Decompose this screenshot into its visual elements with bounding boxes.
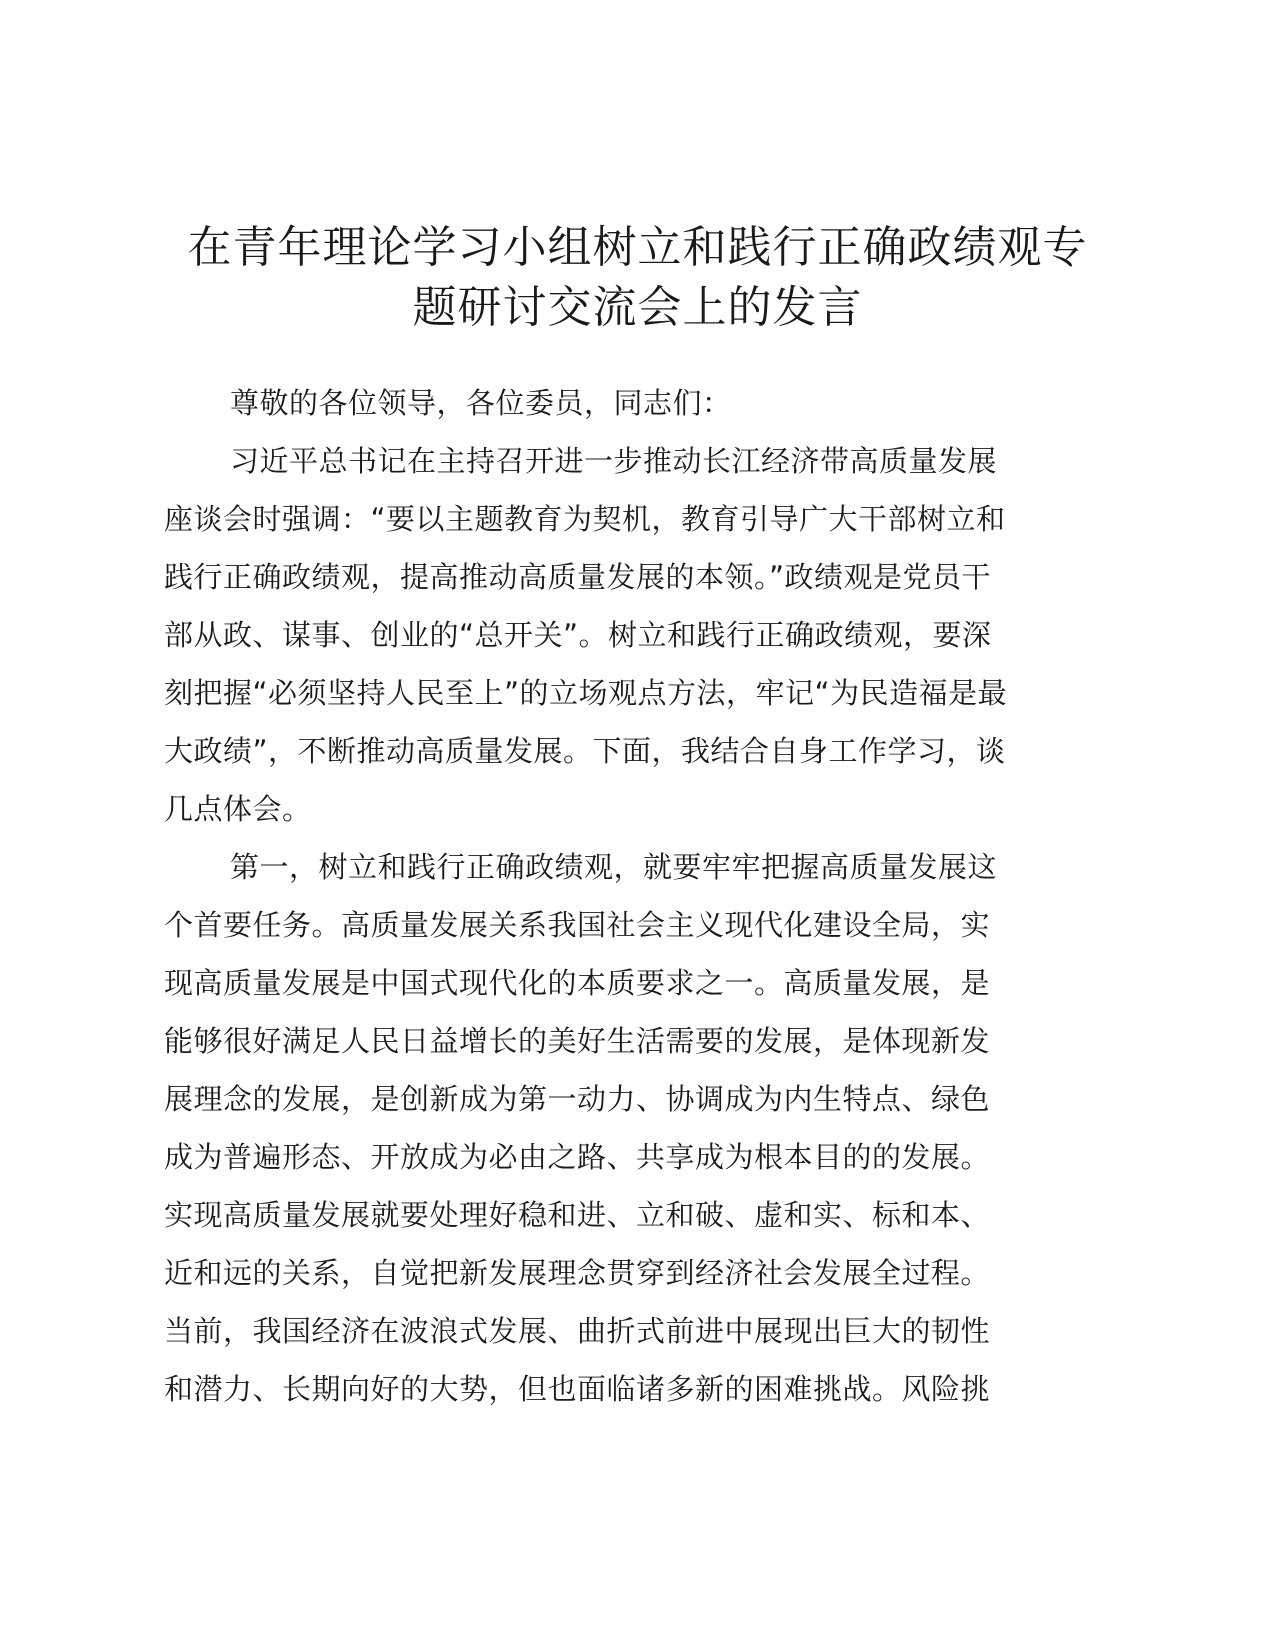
paragraph-line: 习近平总书记在主持召开进一步推动长江经济带高质量发展	[230, 444, 998, 478]
title-line: 题研讨交流会上的发言	[412, 282, 863, 333]
paragraph-line: 展理念的发展，是创新成为第一动力、协调成为内生特点、绿色	[164, 1082, 991, 1116]
paragraph-line: 和潜力、长期向好的大势，但也面临诸多新的困难挑战。风险挑	[164, 1372, 991, 1406]
paragraph-line: 实现高质量发展就要处理好稳和进、立和破、虚和实、标和本、	[164, 1198, 991, 1232]
paragraph-line: 大政绩”，不断推动高质量发展。下面，我结合自身工作学习，谈	[164, 734, 1006, 768]
document-body	[164, 374, 1114, 1418]
salutation: 尊敬的各位领导，各位委员，同志们：	[230, 386, 732, 420]
paragraph-line: 部从政、谋事、创业的“总开关”。树立和践行正确政绩观，要深	[164, 618, 992, 652]
paragraph-line: 成为普遍形态、开放成为必由之路、共享成为根本目的的发展。	[164, 1140, 991, 1174]
paragraph-line: 近和远的关系，自觉把新发展理念贯穿到经济社会发展全过程。	[164, 1256, 991, 1290]
paragraph-line: 座谈会时强调：“要以主题教育为契机，教育引导广大干部树立和	[164, 502, 1006, 536]
document-title	[150, 218, 1125, 338]
paragraph-line: 第一，树立和践行正确政绩观，就要牢牢把握高质量发展这	[230, 850, 998, 884]
paragraph-line: 几点体会。	[164, 792, 312, 826]
paragraph-line: 个首要任务。高质量发展关系我国社会主义现代化建设全局，实	[164, 908, 991, 942]
paragraph-line: 刻把握“必须坚持人民至上”的立场观点方法，牢记“为民造福是最	[164, 676, 1008, 710]
paragraph-line: 当前，我国经济在波浪式发展、曲折式前进中展现出巨大的韧性	[164, 1314, 991, 1348]
paragraph-line: 能够很好满足人民日益增长的美好生活需要的发展，是体现新发	[164, 1024, 991, 1058]
paragraph-line: 践行正确政绩观，提高推动高质量发展的本领。”政绩观是党员干	[164, 560, 992, 594]
paragraph-line: 现高质量发展是中国式现代化的本质要求之一。高质量发展，是	[164, 966, 991, 1000]
title-line: 在青年理论学习小组树立和践行正确政绩观专	[187, 222, 1088, 273]
